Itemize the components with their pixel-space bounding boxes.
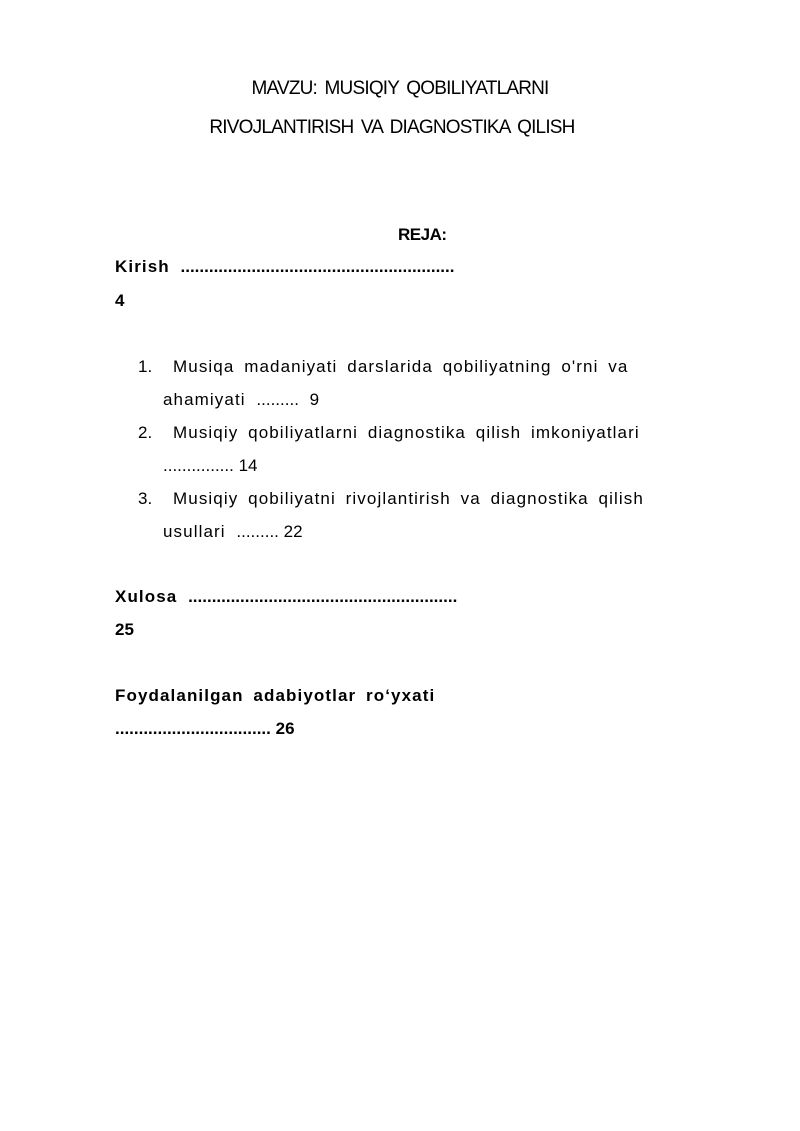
toc-kirish-label: Kirish [115, 257, 170, 276]
toc-references-page: 26 [275, 719, 295, 738]
toc-kirish-dots: .......................................................... [180, 257, 455, 276]
toc-item-3-label: usullari [163, 522, 226, 541]
toc-item-1-number: 1. [138, 357, 153, 376]
toc-kirish-page: 4 [115, 291, 125, 310]
toc-item-2-line2 [163, 456, 258, 476]
toc-item-1-label: ahamiyati [163, 390, 246, 409]
toc-item-1-page: 9 [309, 390, 320, 409]
toc-entry-references [115, 719, 295, 739]
plan-heading: REJA: [398, 225, 447, 244]
toc-entry-kirish [115, 257, 454, 277]
toc-item-3-line2 [163, 522, 303, 542]
toc-item-2-page: 14 [238, 456, 258, 475]
toc-item-3-line1: Musiqiy qobiliyatni rivojlantirish va diagnostika qilish [173, 489, 644, 508]
toc-item-3-page: 22 [283, 522, 303, 541]
toc-xulosa-dots: ......................................................... [188, 587, 458, 606]
title-line-1: MAVZU: MUSIQIY QOBILIYATLARNI [251, 78, 549, 99]
toc-item-2-line1: Musiqiy qobiliyatlarni diagnostika qilish imkoniyatlari [173, 423, 640, 442]
toc-item-1-dots: ......... [256, 390, 299, 409]
toc-item-1-line2 [163, 390, 319, 410]
toc-xulosa-label: Xulosa [115, 587, 178, 606]
toc-entry-xulosa [115, 587, 457, 607]
toc-item-2-number: 2. [138, 423, 153, 442]
toc-item-3-number: 3. [138, 489, 153, 508]
toc-references-label: Foydalanilgan adabiyotlar ro‘yxati [115, 686, 436, 705]
toc-item-1-line1: Musiqa madaniyati darslarida qobiliyatning o'rni va [173, 357, 629, 376]
toc-xulosa-page: 25 [115, 620, 134, 639]
toc-item-2-dots: ............... [163, 456, 234, 475]
toc-item-3-dots: ......... [236, 522, 279, 541]
toc-references-dots: ................................. [115, 719, 271, 738]
title-line-2: RIVOJLANTIRISH VA DIAGNOSTIKA QILISH [209, 117, 575, 138]
